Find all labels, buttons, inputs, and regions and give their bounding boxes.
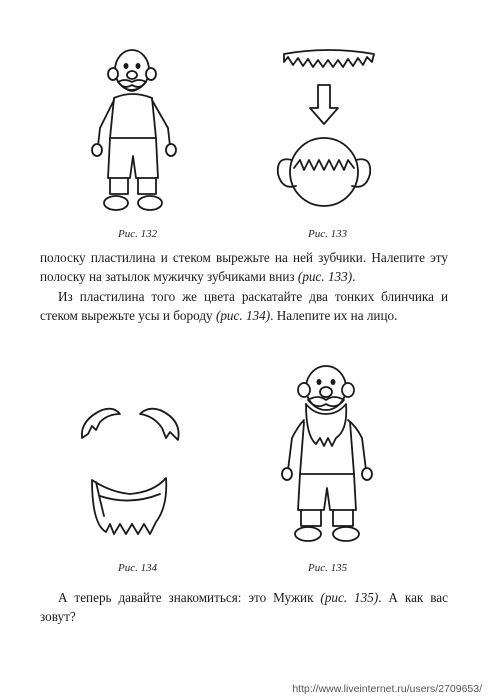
paragraph-2-text: Из пластилина того же цвета раскатайте два тонких блинчика и стеком вырежьте усы и бороду	[40, 289, 448, 323]
paragraph-2-ref: (рис. 134)	[215, 308, 271, 323]
figure-132-caption: Рис. 132	[118, 228, 158, 240]
figure-133-illustration	[268, 40, 388, 220]
paragraph-3	[40, 588, 448, 626]
paragraph-1-text: полоску пластилина и стеком вырежьте на ней зубчики. Налепите эту полоску на затылок мужичку зубчиками вниз	[40, 250, 448, 284]
paragraph-3-ref: (рис. 135)	[320, 590, 379, 605]
paragraph-3-end: . А как вас зовут?	[40, 590, 448, 624]
paragraph-2	[40, 287, 448, 325]
figure-133-caption: Рис. 133	[308, 228, 348, 240]
paragraph-3-text: А теперь давайте знакомиться: это Мужик	[58, 590, 321, 605]
figure-134-illustration	[70, 400, 190, 550]
watermark-url: http://www.liveinternet.ru/users/2709653/	[292, 683, 482, 695]
paragraph-1-end: .	[352, 269, 356, 284]
paragraph-2-end: . Налепите их на лицо.	[270, 308, 398, 323]
paragraph-1-ref: (рис. 133)	[297, 269, 353, 284]
paragraph-1	[40, 248, 448, 286]
figure-132-illustration	[80, 38, 190, 218]
figure-134-caption: Рис. 134	[118, 562, 158, 574]
figure-135-illustration	[268, 350, 388, 550]
figure-135-caption: Рис. 135	[308, 562, 348, 574]
